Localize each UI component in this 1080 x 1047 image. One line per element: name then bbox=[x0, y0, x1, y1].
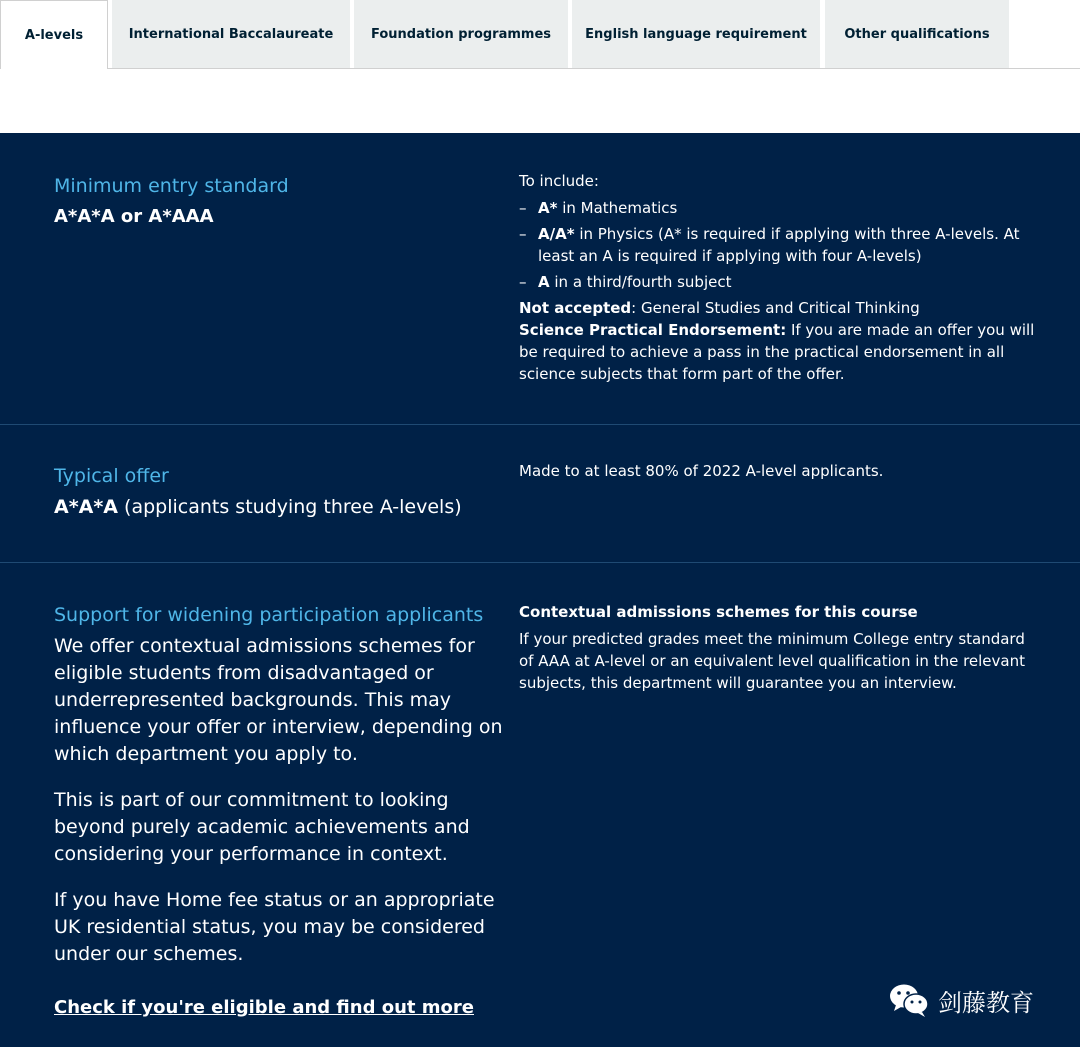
tab-a-levels[interactable]: A-levels bbox=[0, 0, 108, 69]
dash-bullet: – bbox=[519, 225, 527, 243]
science-practical-label: Science Practical Endorsement: bbox=[519, 321, 787, 339]
not-accepted-note bbox=[519, 297, 1039, 319]
support-heading: Support for widening participation applicants bbox=[54, 604, 484, 626]
typical-offer-detail: (applicants studying three A-levels) bbox=[118, 496, 462, 518]
requirement-text: in Physics (A* is required if applying with three A-levels. At least an A is required if applying with four A-levels) bbox=[538, 225, 1020, 265]
tab-international-baccalaureate[interactable]: International Baccalaureate bbox=[112, 0, 350, 68]
contextual-admissions-details bbox=[519, 601, 1039, 694]
typical-offer-grade: A*A*A bbox=[54, 496, 118, 518]
section-divider bbox=[0, 562, 1080, 563]
typical-offer-note: Made to at least 80% of 2022 A-level applicants. bbox=[519, 462, 884, 480]
requirement-item bbox=[519, 197, 1039, 219]
requirement-grade: A* bbox=[538, 199, 558, 217]
eligibility-link[interactable]: Check if you're eligible and find out more bbox=[54, 997, 474, 1018]
typical-offer-value bbox=[54, 496, 462, 518]
requirement-grade: A/A* bbox=[538, 225, 575, 243]
requirement-item bbox=[519, 223, 1039, 267]
watermark bbox=[888, 982, 1034, 1018]
typical-offer-heading: Typical offer bbox=[54, 465, 169, 487]
minimum-entry-details bbox=[519, 170, 1039, 385]
to-include-label: To include: bbox=[519, 172, 599, 190]
contextual-admissions-title: Contextual admissions schemes for this course bbox=[519, 603, 918, 621]
wechat-icon bbox=[888, 982, 930, 1018]
requirement-grade: A bbox=[538, 273, 550, 291]
minimum-entry-heading: Minimum entry standard bbox=[54, 175, 289, 197]
requirement-text: in a third/fourth subject bbox=[549, 273, 732, 291]
tab-foundation-programmes[interactable]: Foundation programmes bbox=[354, 0, 568, 68]
section-divider bbox=[0, 424, 1080, 425]
tab-other-qualifications[interactable]: Other qualifications bbox=[825, 0, 1009, 68]
watermark-text: 剑藤教育 bbox=[938, 988, 1034, 1017]
dash-bullet: – bbox=[519, 199, 527, 217]
support-paragraph: This is part of our commitment to looking beyond purely academic achievements and considering your performance in context. bbox=[54, 789, 470, 865]
support-paragraph: We offer contextual admissions schemes for eligible students from disadvantaged or underrepresented backgrounds. This may influence your offer or interview, depending on which department you apply to. bbox=[54, 635, 503, 765]
dash-bullet: – bbox=[519, 273, 527, 291]
not-accepted-text: : General Studies and Critical Thinking bbox=[631, 299, 920, 317]
requirement-item bbox=[519, 271, 1039, 293]
qualification-tabs bbox=[0, 0, 1080, 69]
minimum-entry-value: A*A*A or A*AAA bbox=[54, 206, 214, 227]
not-accepted-label: Not accepted bbox=[519, 299, 632, 317]
entry-requirements-panel bbox=[0, 133, 1080, 1047]
tab-english-language-requirement[interactable]: English language requirement bbox=[572, 0, 820, 68]
support-body bbox=[54, 633, 504, 987]
requirement-text: in Mathematics bbox=[557, 199, 678, 217]
science-practical-note bbox=[519, 319, 1039, 385]
support-paragraph: If you have Home fee status or an appropriate UK residential status, you may be considered under our schemes. bbox=[54, 889, 495, 965]
contextual-admissions-text: If your predicted grades meet the minimum College entry standard of AAA at A-level or an equivalent level qualification in the relevant subjects, this department will guarantee you an interview. bbox=[519, 630, 1025, 692]
science-practical-text: If you are made an offer you will be required to achieve a pass in the practical endorsement in all science subjects that form part of the offer. bbox=[519, 321, 1035, 383]
